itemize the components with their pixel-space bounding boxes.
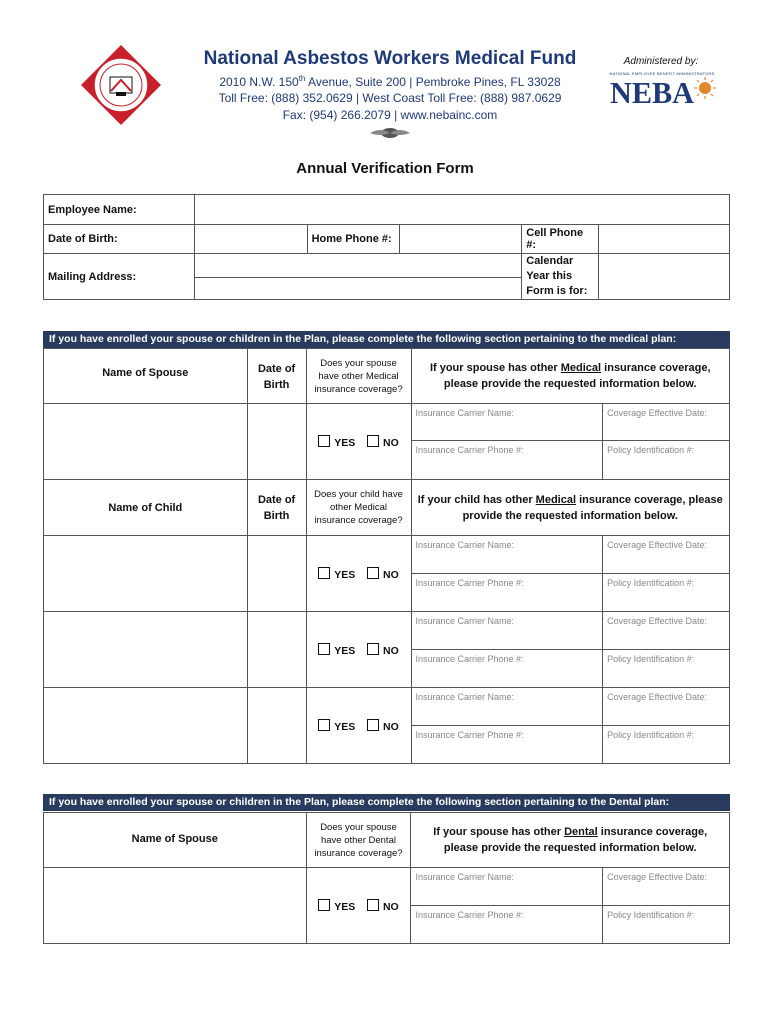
instruction-plan-word: Dental: [564, 826, 598, 838]
instruction-pre: If your spouse has other: [433, 826, 565, 838]
mailing-address-line2[interactable]: [194, 278, 521, 300]
no-label: NO: [382, 900, 399, 913]
yes-checkbox[interactable]: [318, 643, 330, 655]
address-street: 2010 N.W. 150: [219, 75, 299, 89]
dental-spouse-yes-no: [306, 868, 411, 944]
coverage-date-field[interactable]: Coverage Effective Date:: [603, 612, 730, 650]
home-phone-label: Home Phone #:: [307, 225, 400, 254]
no-label: NO: [382, 568, 399, 581]
yes-label: YES: [334, 644, 356, 657]
employee-name-label: Employee Name:: [44, 195, 195, 225]
eagle-emblem-icon: [368, 126, 412, 140]
medical-child-2-dob-field[interactable]: [247, 612, 306, 688]
dob-label: Date of Birth:: [44, 225, 195, 254]
carrier-name-field[interactable]: Insurance Carrier Name:: [411, 868, 603, 906]
coverage-date-field[interactable]: Coverage Effective Date:: [603, 536, 730, 574]
medical-child-2-yes-no: [306, 612, 411, 688]
policy-id-field[interactable]: Policy Identification #:: [603, 726, 730, 764]
address-rest: Avenue, Suite 200 | Pembroke Pines, FL 33028: [305, 75, 561, 89]
carrier-phone-field[interactable]: Insurance Carrier Phone #:: [411, 441, 603, 480]
medical-child-3-yes-no: [306, 688, 411, 764]
carrier-phone-field[interactable]: Insurance Carrier Phone #:: [411, 650, 603, 688]
medical-spouse-instruction: [411, 349, 730, 404]
carrier-name-field[interactable]: Insurance Carrier Name:: [411, 536, 603, 574]
home-phone-field[interactable]: [400, 225, 522, 254]
medical-section-banner: If you have enrolled your spouse or children in the Plan, please complete the following section pertaining to the medical plan:: [43, 331, 730, 348]
medical-child-3-dob-field[interactable]: [247, 688, 306, 764]
neba-tagline: NATIONAL EMPLOYEE BENEFIT ADMINISTRATORS: [609, 71, 715, 76]
form-title: Annual Verification Form: [296, 160, 474, 177]
instruction-pre: If your spouse has other: [429, 362, 561, 374]
instruction-plan-word: Medical: [560, 362, 602, 374]
coverage-date-field[interactable]: Coverage Effective Date:: [603, 688, 730, 726]
policy-id-field[interactable]: Policy Identification #:: [603, 574, 730, 612]
policy-id-field[interactable]: Policy Identification #:: [603, 906, 730, 944]
no-checkbox[interactable]: [367, 643, 379, 655]
medical-child-3-name-field[interactable]: [44, 688, 248, 764]
fund-address: [170, 74, 610, 89]
dental-spouse-name-field[interactable]: [44, 868, 307, 944]
no-checkbox[interactable]: [367, 567, 379, 579]
employee-info-table: [43, 194, 730, 300]
no-label: NO: [382, 644, 399, 657]
medical-coverage-table: [43, 348, 730, 764]
neba-logo-text: NEBA: [610, 75, 695, 108]
dental-section-banner: If you have enrolled your spouse or children in the Plan, please complete the following section pertaining to the Dental plan:: [43, 794, 730, 811]
calendar-year-field[interactable]: [599, 254, 730, 300]
carrier-name-field[interactable]: Insurance Carrier Name:: [411, 404, 603, 441]
medical-child-question: Does your child have other Medical insurance coverage?: [306, 480, 411, 536]
carrier-name-field[interactable]: Insurance Carrier Name:: [411, 688, 603, 726]
medical-spouse-yes-no: [306, 404, 411, 480]
cell-phone-field[interactable]: [599, 225, 730, 254]
yes-label: YES: [334, 568, 356, 581]
instruction-plan-word: Medical: [535, 493, 577, 506]
no-checkbox[interactable]: [367, 435, 379, 447]
calendar-year-label: Calendar Year this Form is for:: [522, 254, 599, 300]
fund-fax-web: Fax: (954) 266.2079 | www.nebainc.com: [282, 108, 498, 122]
coverage-date-field[interactable]: Coverage Effective Date:: [603, 868, 730, 906]
medical-spouse-question: Does your spouse have other Medical insurance coverage?: [306, 349, 411, 404]
medical-spouse-name-field[interactable]: [44, 404, 248, 480]
dental-spouse-name-header: Name of Spouse: [44, 813, 307, 868]
fund-name: National Asbestos Workers Medical Fund: [203, 48, 577, 69]
medical-child-name-header: Name of Child: [44, 480, 248, 536]
yes-label: YES: [334, 900, 356, 913]
yes-label: YES: [334, 720, 356, 733]
instruction-post: insurance coverage, please provide the requested information below.: [443, 826, 708, 854]
fund-seal-icon: [80, 44, 162, 126]
fund-phones: Toll Free: (888) 352.0629 | West Coast Toll Free: (888) 987.0629: [218, 91, 562, 105]
medical-child-2-name-field[interactable]: [44, 612, 248, 688]
yes-checkbox[interactable]: [318, 899, 330, 911]
administered-by: Administered by:: [623, 56, 699, 67]
medical-child-dob-header: Date of Birth: [247, 480, 306, 536]
no-checkbox[interactable]: [367, 899, 379, 911]
coverage-date-field[interactable]: Coverage Effective Date:: [603, 404, 730, 441]
neba-logo: [608, 72, 718, 108]
yes-checkbox[interactable]: [318, 719, 330, 731]
policy-id-field[interactable]: Policy Identification #:: [603, 441, 730, 480]
medical-spouse-name-header: Name of Spouse: [44, 349, 248, 404]
no-label: NO: [382, 720, 399, 733]
carrier-phone-field[interactable]: Insurance Carrier Phone #:: [411, 574, 603, 612]
employee-name-field[interactable]: [194, 195, 729, 225]
medical-spouse-dob-header: Date of Birth: [247, 349, 306, 404]
yes-checkbox[interactable]: [318, 435, 330, 447]
dental-spouse-instruction: [411, 813, 730, 868]
instruction-post: insurance coverage, please provide the requested information below.: [443, 362, 711, 390]
dental-coverage-table: [43, 812, 730, 944]
no-label: NO: [382, 436, 399, 449]
policy-id-field[interactable]: Policy Identification #:: [603, 650, 730, 688]
carrier-phone-field[interactable]: Insurance Carrier Phone #:: [411, 906, 603, 944]
no-checkbox[interactable]: [367, 719, 379, 731]
yes-checkbox[interactable]: [318, 567, 330, 579]
medical-child-1-dob-field[interactable]: [247, 536, 306, 612]
medical-child-1-yes-no: [306, 536, 411, 612]
dob-field[interactable]: [194, 225, 307, 254]
mailing-address-label: Mailing Address:: [44, 254, 195, 300]
medical-child-instruction: [411, 480, 730, 536]
cell-phone-label: Cell Phone #:: [522, 225, 599, 254]
carrier-name-field[interactable]: Insurance Carrier Name:: [411, 612, 603, 650]
address-ordinal: th: [298, 74, 306, 83]
medical-spouse-dob-field[interactable]: [247, 404, 306, 480]
instruction-pre: If your child has other: [417, 493, 536, 506]
mailing-address-line1[interactable]: [194, 254, 521, 278]
medical-child-1-name-field[interactable]: [44, 536, 248, 612]
instruction-post: insurance coverage, please provide the requested information below.: [462, 493, 723, 522]
carrier-phone-field[interactable]: Insurance Carrier Phone #:: [411, 726, 603, 764]
yes-label: YES: [334, 436, 356, 449]
dental-spouse-question: Does your spouse have other Dental insurance coverage?: [306, 813, 411, 868]
